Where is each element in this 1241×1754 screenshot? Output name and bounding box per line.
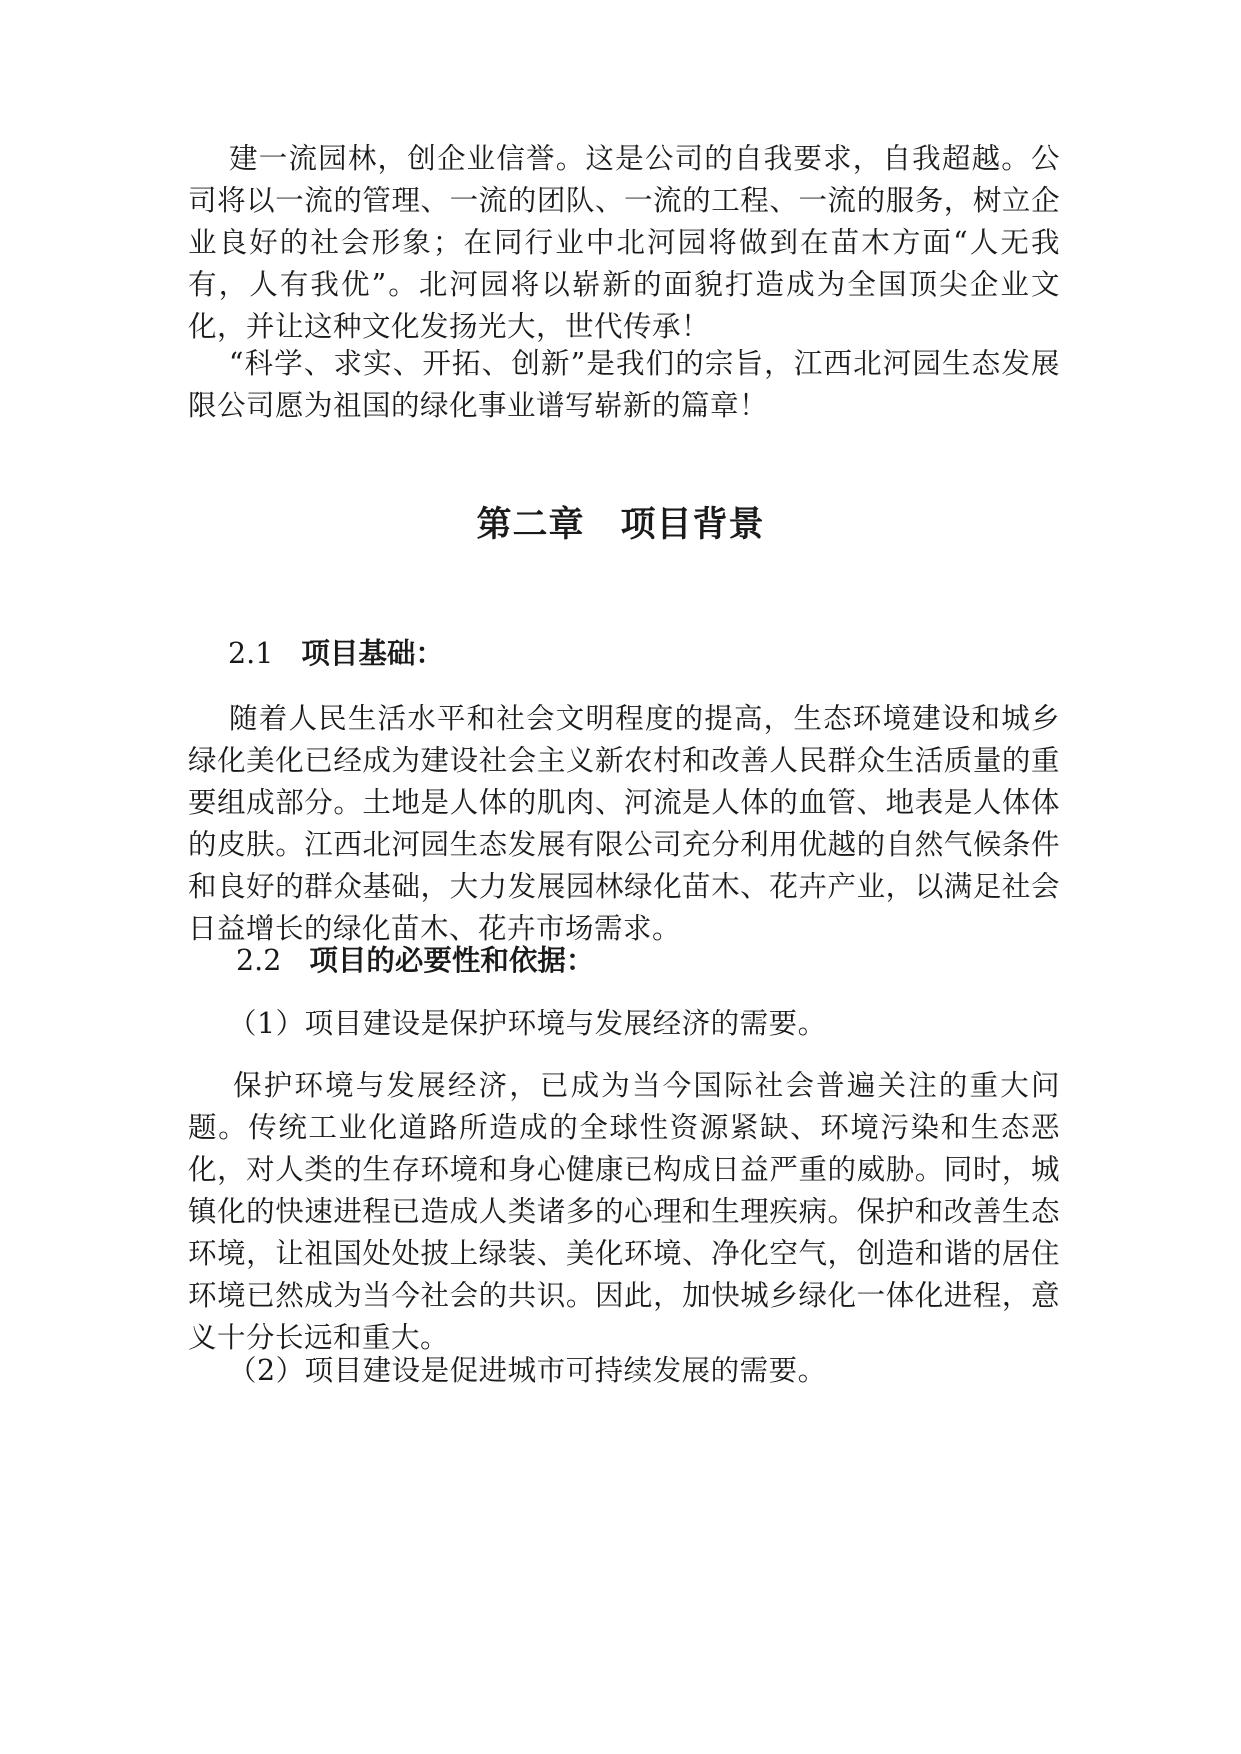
section-heading-2-1 xyxy=(228,633,444,674)
sub-item-2: （2）项目建设是促进城市可持续发展的需要。 xyxy=(228,1354,827,1387)
paragraph-company-mission: “科学、求实、开拓、创新”是我们的宗旨，江西北河园生态发展限公司愿为祖国的绿化事业谱写崭新的篇章！ xyxy=(188,347,1060,422)
section-title: 项目的必要性和依据： xyxy=(309,944,595,977)
section-title: 项目基础： xyxy=(301,637,444,670)
paragraph-company-goals: 建一流园林，创企业信誉。这是公司的自我要求，自我超越。公司将以一流的管理、一流的团队、一流的工程、一流的服务，树立企业良好的社会形象；在同行业中北河园将做到在苗木方面“人无我有，人有我优”。北河园将以崭新的面貌打造成为全国顶尖企业文化，并让这种文化发扬光大，世代传承！ xyxy=(188,142,1060,343)
chapter-title: 第二章 项目背景 xyxy=(476,505,765,545)
sub-item-1: （1）项目建设是保护环境与发展经济的需要。 xyxy=(228,1007,827,1040)
section-heading-2-2 xyxy=(236,940,594,981)
paragraph-project-basis: 随着人民生活水平和社会文明程度的提高，生态环境建设和城乡绿化美化已经成为建设社会主义新农村和改善人民群众生活质量的重要组成部分。土地是人体的肌肉、河流是人体的血管、地表是人体体的皮肤。江西北河园生态发展有限公司充分利用优越的自然气候条件和良好的群众基础，大力发展园林绿化苗木、花卉产业，以满足社会日益增长的绿化苗木、花卉市场需求。 xyxy=(188,702,1060,945)
paragraph-environment: 保护环境与发展经济，已成为当今国际社会普遍关注的重大问题。传统工业化道路所造成的全球性资源紧缺、环境污染和生态恶化，对人类的生存环境和身心健康已构成日益严重的威胁。同时，城镇化的快速进程已造成人类诸多的心理和生理疾病。保护和改善生态环境，让祖国处处披上绿装、美化环境、净化空气，创造和谐的居住环境已然成为当今社会的共识。因此，加快城乡绿化一体化进程，意义十分长远和重大。 xyxy=(188,1069,1060,1354)
section-number: 2.2 xyxy=(236,944,282,977)
section-number: 2.1 xyxy=(228,637,274,670)
